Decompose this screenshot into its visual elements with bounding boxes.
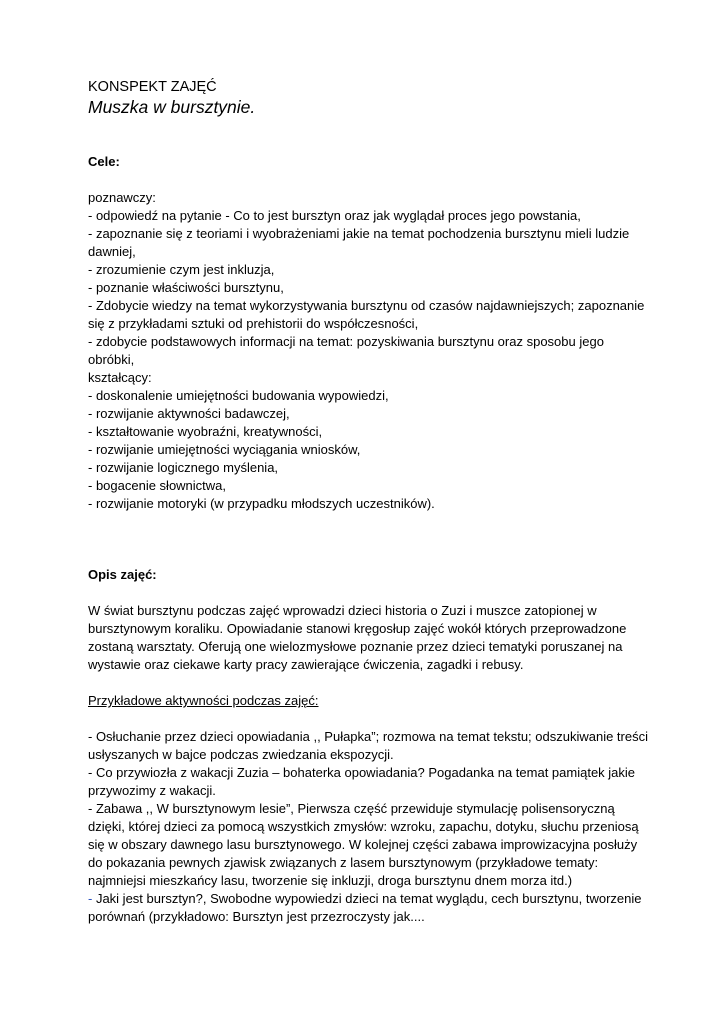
activity-dash: - — [88, 891, 93, 906]
cognitive-goal-item: - zrozumienie czym jest inkluzja, — [88, 262, 275, 277]
description-heading: Opis zajęć: — [88, 567, 157, 582]
activity-item: - Osłuchanie przez dzieci opowiadania ,, Pułapka”; rozmowa na temat tekstu; odszukiwanie treści usłyszanych w bajce podczas zwiedzania ekspozycji. — [88, 729, 648, 762]
spacer — [88, 584, 648, 602]
activities-heading: Przykładowe aktywności podczas zajęć: — [88, 693, 319, 708]
document-page — [88, 78, 648, 926]
document-title: KONSPEKT ZAJĘĆ — [88, 79, 217, 95]
cognitive-goal-item: - poznanie właściwości bursztynu, — [88, 280, 284, 295]
educational-goal-item: - rozwijanie motoryki (w przypadku młodszych uczestników). — [88, 496, 435, 511]
spacer — [88, 674, 648, 692]
educational-goal-item: - bogacenie słownictwa, — [88, 478, 227, 493]
cognitive-goal-item: - zapoznanie się z teoriami i wyobrażeniami jakie na temat pochodzenia bursztynu mieli ludzie dawniej, — [88, 226, 630, 259]
spacer — [88, 513, 648, 566]
activity-item: - Co przywiozła z wakacji Zuzia – bohaterka opowiadania? Pogadanka na temat pamiątek jakie przywozimy z wakacji. — [88, 765, 636, 798]
educational-goal-item: - kształtowanie wyobraźni, kreatywności, — [88, 424, 323, 439]
educational-goal-item: - doskonalenie umiejętności budowania wypowiedzi, — [88, 388, 389, 403]
activity-text: Jaki jest bursztyn?, Swobodne wypowiedzi dzieci na temat wyglądu, cech bursztynu, tworzenie porównań (przykładowo: Bursztyn jest przezroczysty jak.... — [88, 891, 642, 924]
cognitive-goal-item: - odpowiedź na pytanie - Co to jest bursztyn oraz jak wyglądał proces jego powstania, — [88, 208, 581, 223]
activity-item: - Zabawa ,, W bursztynowym lesie”, Pierwsza część przewiduje stymulację polisensoryczną dzięki, której dzieci za pomocą wszystkich zmysłów: wzroku, zapachu, dotyku, słuchu przeniosą się w obszary dawnego lasu bursztynowego. W kolejnej części zabawa improwizacyjna posłuży do pokazania pewnych zjawisk związanych z lasem bursztynowym (przykładowe tematy: najmniejsi mieszkańcy lasu, tworzenie się inkluzji, droga bursztynu dnem morza itd.) — [88, 801, 639, 888]
educational-goal-item: - rozwijanie umiejętności wyciągania wniosków, — [88, 442, 361, 457]
spacer — [88, 171, 648, 189]
cognitive-goal-item: - zdobycie podstawowych informacji na temat: pozyskiwania bursztynu oraz sposobu jego obróbki, — [88, 334, 604, 367]
document-subtitle: Muszka w bursztynie. — [88, 97, 256, 117]
activity-item-last — [88, 890, 648, 926]
spacer — [88, 118, 648, 153]
description-paragraph: W świat bursztynu podczas zajęć wprowadzi dzieci historia o Zuzi i muszce zatopionej w bursztynowym koraliku. Opowiadanie stanowi kręgosłup zajęć wokół których przeprowadzone zostaną warsztaty. Oferują one wielozmysłowe poznanie przez dzieci tematyki poruszanej na wystawie oraz ciekawe karty pracy zawierające ćwiczenia, zagadki i rebusy. — [88, 603, 627, 672]
cognitive-goals-label: poznawczy: — [88, 190, 156, 205]
educational-goal-item: - rozwijanie aktywności badawczej, — [88, 406, 290, 421]
cognitive-goal-item: - Zdobycie wiedzy na temat wykorzystywania bursztynu od czasów najdawniejszych; zapoznanie się z przykładami sztuki od prehistorii do współczesności, — [88, 298, 645, 331]
goals-heading: Cele: — [88, 154, 120, 169]
spacer — [88, 710, 648, 728]
educational-goals-label: kształcący: — [88, 370, 152, 385]
educational-goal-item: - rozwijanie logicznego myślenia, — [88, 460, 279, 475]
